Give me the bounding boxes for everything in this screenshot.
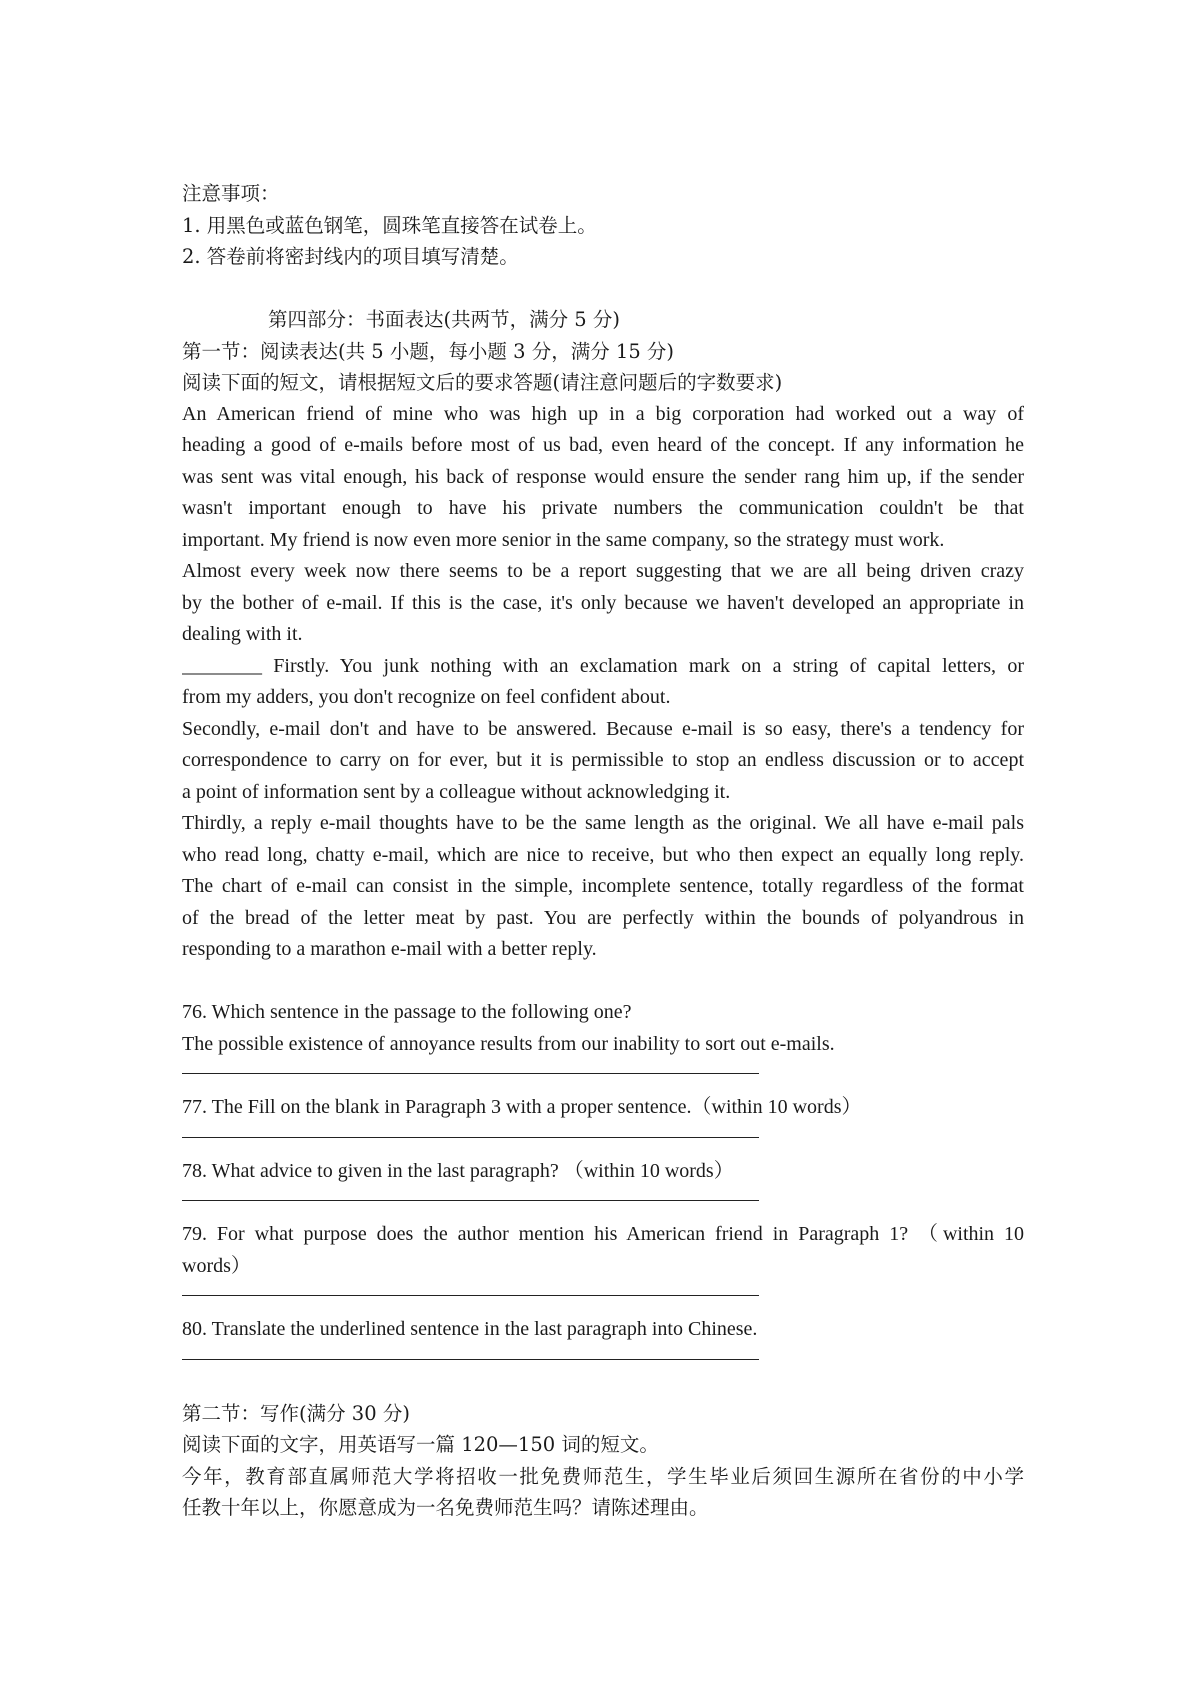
spacer [182,273,1024,305]
section2-instruction: 阅读下面的文字，用英语写一篇 120—150 词的短文。 [182,1433,659,1456]
answer-line-80[interactable] [182,1346,759,1360]
question-77: 77. The Fill on the blank in Paragraph 3 with a proper sentence.（within 10 words） [182,1096,862,1118]
answer-line-76[interactable] [182,1060,759,1074]
passage-line: who read long, chatty e-mail, which are nice to receive, but who then expect an equally long reply. [182,843,1024,866]
section1-heading: 第一节：阅读表达(共 5 小题，每小题 3 分，满分 15 分) [182,339,675,363]
passage-line: correspondence to carry on for ever, but it is permissible to stop an endless discussion or to accept [182,749,1024,771]
writing-prompt-line: 今年，教育部直属师范大学将招收一批免费师范生，学生毕业后须回生源所在省份的中小学 [182,1464,1024,1488]
passage-line: ________ Firstly. You junk nothing with an exclamation mark on a string of capital letters, or [182,654,1024,677]
writing-prompt-line: 任教十年以上，你愿意成为一名免费师范生吗？请陈述理由。 [182,1496,709,1519]
passage-line: The chart of e-mail can consist in the simple, incomplete sentence, totally regardless of the format [182,875,1024,897]
question-78: 78. What advice to given in the last paragraph? （within 10 words） [182,1159,734,1182]
answer-line-78[interactable] [182,1187,759,1201]
section1-instruction: 阅读下面的短文，请根据短文后的要求答题(请注意问题后的字数要求) [182,371,783,394]
passage-line: was sent was vital enough, his back of response would ensure the sender rang him up, if the sender [182,465,1024,488]
passage-line: by the bother of e-mail. If this is the case, it's only because we haven't developed an appropriate in [182,591,1024,614]
passage-line: An American friend of mine who was high up in a big corporation had worked out a way of [182,402,1024,425]
question-80: 80. Translate the underlined sentence in the last paragraph into Chinese. [182,1318,758,1340]
note-item-1: 1. 用黑色或蓝色钢笔，圆珠笔直接答在试卷上。 [182,213,597,237]
answer-line-77[interactable] [182,1124,759,1138]
section2-heading: 第二节：写作(满分 30 分) [182,1401,410,1425]
exam-page [182,178,1024,1524]
question-76: 76. Which sentence in the passage to the following one? [182,1001,632,1023]
passage-line: dealing with it. [182,623,303,645]
passage-line: Almost every week now there seems to be a report suggesting that we are all being driven crazy [182,560,1024,582]
note-item-2: 2. 答卷前将密封线内的项目填写清楚。 [182,245,519,268]
passage-line: Secondly, e-mail don't and have to be answered. Because e-mail is so easy, there's a tendency for [182,717,1024,740]
part4-heading: 第四部分：书面表达(共两节，满分 5 分) [268,308,621,331]
passage-line: from my adders, you don't recognize on feel confident about. [182,686,671,708]
spacer [182,1378,1024,1398]
passage-line: Thirdly, a reply e-mail thoughts have to be the same length as the original. We all have e-mail pals [182,812,1024,834]
question-79: 79. For what purpose does the author mention his American friend in Paragraph 1? （within 10 [182,1223,1024,1245]
answer-line-79[interactable] [182,1282,759,1296]
passage-line: important. My friend is now even more senior in the same company, so the strategy must work. [182,528,945,551]
passage-line: of the bread of the letter meat by past. You are perfectly within the bounds of polyandrous in [182,906,1024,929]
spacer [182,966,1024,998]
question-79-cont: words） [182,1254,251,1277]
passage-line: responding to a marathon e-mail with a better reply. [182,938,597,960]
passage-line: a point of information sent by a colleague without acknowledging it. [182,780,731,803]
reading-passage [182,399,1024,1360]
question-76-sentence: The possible existence of annoyance results from our inability to sort out e-mails. [182,1032,835,1055]
passage-line: heading a good of e-mails before most of us bad, even heard of the concept. If any information he [182,434,1024,456]
passage-line: wasn't important enough to have his private numbers the communication couldn't be that [182,497,1024,519]
notes-title: 注意事项： [182,182,280,205]
